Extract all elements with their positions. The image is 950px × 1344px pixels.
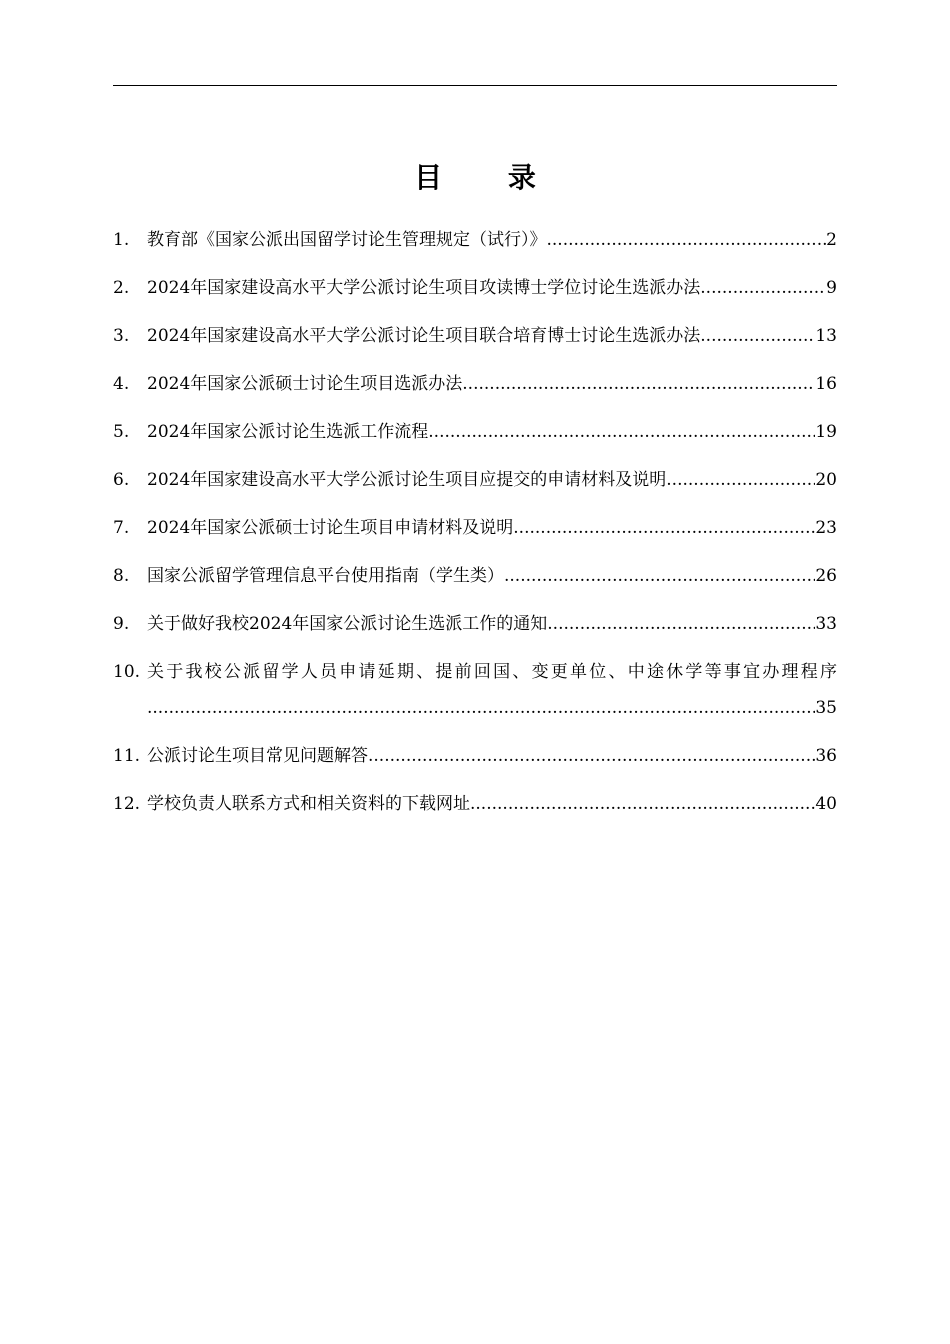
toc-entry-number: 3. bbox=[113, 326, 130, 346]
toc-entry[interactable] bbox=[113, 366, 837, 402]
dot-leader bbox=[368, 738, 815, 774]
toc-entry[interactable] bbox=[113, 318, 837, 354]
toc-entry-number: 7. bbox=[113, 518, 130, 538]
dot-leader bbox=[147, 690, 815, 726]
toc-entry-number: 2. bbox=[113, 278, 130, 298]
dot-leader bbox=[513, 510, 815, 546]
toc-entry[interactable] bbox=[113, 270, 837, 306]
toc-entry[interactable] bbox=[113, 738, 837, 774]
toc-entry-page: 19 bbox=[815, 422, 837, 442]
toc-entry-page: 35 bbox=[815, 698, 837, 718]
toc-entry-title: 2024年国家公派硕士讨论生项目选派办法 bbox=[147, 374, 463, 394]
toc-entry-title: 教育部《国家公派出国留学讨论生管理规定（试行）》 bbox=[147, 230, 547, 250]
dot-leader bbox=[470, 786, 815, 822]
toc-entry[interactable] bbox=[113, 414, 837, 450]
toc-entry-page: 2 bbox=[826, 230, 837, 250]
header-rule bbox=[113, 85, 837, 86]
toc-list bbox=[113, 222, 837, 834]
toc-entry-number: 11. bbox=[113, 746, 141, 766]
toc-entry-title: 2024年国家公派硕士讨论生项目申请材料及说明 bbox=[147, 518, 514, 538]
toc-entry-number: 4. bbox=[113, 374, 130, 394]
dot-leader bbox=[700, 270, 826, 306]
toc-entry-page: 9 bbox=[826, 278, 837, 298]
page-title: 目 录 bbox=[414, 161, 564, 194]
toc-entry-number: 12. bbox=[113, 794, 141, 814]
toc-entry[interactable] bbox=[113, 510, 837, 546]
toc-entry-title: 2024年国家建设高水平大学公派讨论生项目攻读博士学位讨论生选派办法 bbox=[147, 278, 701, 298]
toc-entry-number: 8. bbox=[113, 566, 130, 586]
dot-leader bbox=[462, 366, 815, 402]
toc-entry-page: 16 bbox=[815, 374, 837, 394]
toc-entry-title: 关于我校公派留学人员申请延期、提前回国、变更单位、中途休学等事宜办理程序 bbox=[147, 662, 837, 682]
toc-entry-page: 26 bbox=[815, 566, 837, 586]
toc-entry-title: 公派讨论生项目常见问题解答 bbox=[147, 746, 368, 766]
toc-entry-number: 5. bbox=[113, 422, 130, 442]
toc-entry-page: 36 bbox=[815, 746, 837, 766]
toc-entry-title: 2024年国家建设高水平大学公派讨论生项目联合培育博士讨论生选派办法 bbox=[147, 326, 701, 346]
toc-entry-title: 2024年国家公派讨论生选派工作流程 bbox=[147, 422, 429, 442]
toc-entry[interactable] bbox=[113, 462, 837, 498]
dot-leader bbox=[428, 414, 815, 450]
dot-leader bbox=[547, 222, 827, 258]
toc-entry-page: 13 bbox=[815, 326, 837, 346]
toc-entry-title: 关于做好我校2024年国家公派讨论生选派工作的通知 bbox=[147, 614, 548, 634]
toc-entry-number: 1. bbox=[113, 230, 130, 250]
toc-entry-title: 学校负责人联系方式和相关资料的下载网址 bbox=[147, 794, 470, 814]
dot-leader bbox=[504, 558, 815, 594]
toc-entry-page: 33 bbox=[815, 614, 837, 634]
toc-entry[interactable] bbox=[113, 654, 837, 726]
toc-entry-title: 国家公派留学管理信息平台使用指南（学生类） bbox=[147, 566, 504, 586]
toc-entry[interactable] bbox=[113, 786, 837, 822]
toc-entry-number: 9. bbox=[113, 614, 130, 634]
toc-entry-page: 40 bbox=[815, 794, 837, 814]
toc-entry-number: 6. bbox=[113, 470, 130, 490]
toc-entry-page: 20 bbox=[815, 470, 837, 490]
toc-entry-number: 10. bbox=[113, 662, 141, 682]
toc-entry[interactable] bbox=[113, 606, 837, 642]
toc-entry-title: 2024年国家建设高水平大学公派讨论生项目应提交的申请材料及说明 bbox=[147, 470, 667, 490]
dot-leader bbox=[547, 606, 815, 642]
dot-leader bbox=[666, 462, 815, 498]
toc-entry[interactable] bbox=[113, 222, 837, 258]
toc-entry[interactable] bbox=[113, 558, 837, 594]
toc-entry-page: 23 bbox=[815, 518, 837, 538]
dot-leader bbox=[700, 318, 815, 354]
